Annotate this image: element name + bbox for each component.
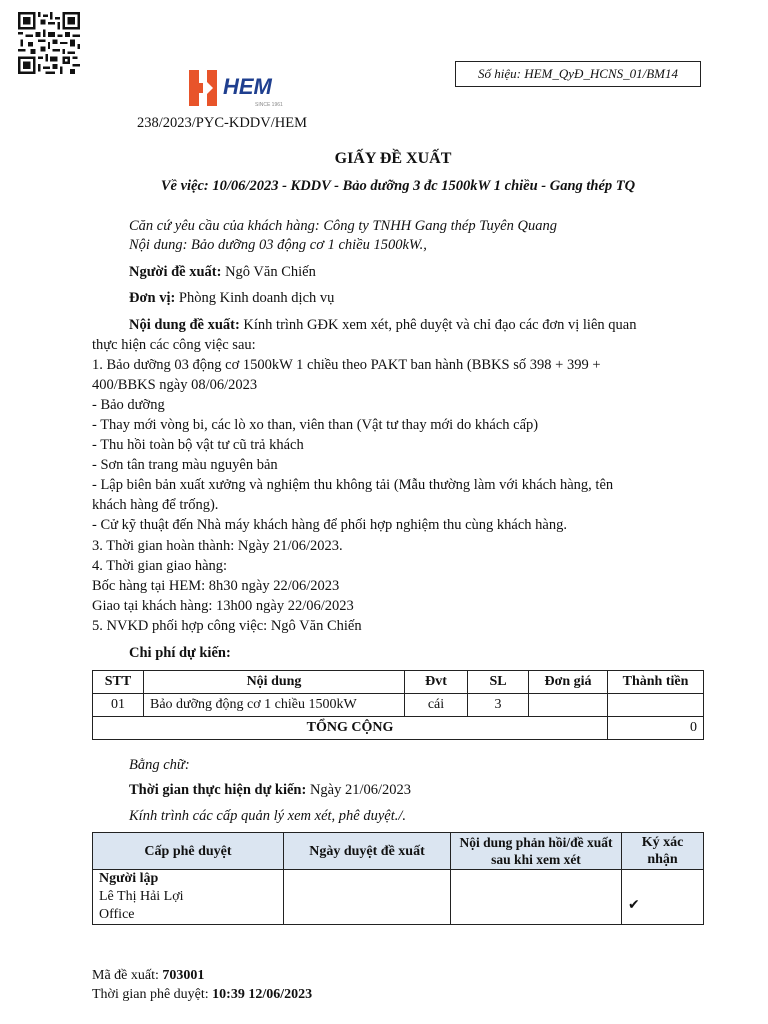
schedule-value: Ngày 21/06/2023 <box>309 782 412 798</box>
schedule-row <box>129 780 411 800</box>
document-code-box: Số hiệu: HEM_QyĐ_HCNS_01/BM14 <box>455 61 701 87</box>
approver-dept: Office <box>99 907 135 922</box>
document-title: GIẤY ĐỀ XUẤT <box>334 150 452 167</box>
reference-number: 238/2023/PYC-KDDV/HEM <box>137 115 307 131</box>
in-words-label: Bằng chữ: <box>129 757 190 773</box>
content-intro: Kính trình GĐK xem xét, phê duyệt và chỉ đạo các đơn vị liên quan <box>243 317 637 333</box>
footer-time-row <box>92 985 312 1005</box>
cell-approver <box>93 870 284 925</box>
svg-text:SINCE 1961: SINCE 1961 <box>255 102 283 108</box>
cell-qty: 3 <box>468 694 529 717</box>
content-line: 3. Thời gian hoàn thành: Ngày 21/06/2023. <box>92 538 343 554</box>
content-line: Giao tại khách hàng: 13h00 ngày 22/06/2023 <box>92 598 354 614</box>
col-approval-level: Cấp phê duyệt <box>93 833 284 870</box>
footer-code-row <box>92 966 204 986</box>
company-logo <box>185 66 295 110</box>
approver-name: Lê Thị Hải Lợi <box>99 889 184 904</box>
col-approval-date: Ngày duyệt đề xuất <box>284 833 451 870</box>
col-amount: Thành tiền <box>608 671 704 694</box>
qr-code-icon <box>18 12 80 74</box>
col-price: Đơn giá <box>529 671 608 694</box>
footer-time-label: Thời gian phê duyệt: <box>92 987 209 1002</box>
content-line: 5. NVKD phối hợp công việc: Ngô Văn Chiến <box>92 618 362 634</box>
col-signature: Ký xác nhận <box>622 833 704 870</box>
schedule-label: Thời gian thực hiện dự kiến: <box>129 782 307 798</box>
cell-unit: cái <box>405 694 468 717</box>
footer-code-value: 703001 <box>162 968 205 983</box>
cell-content: Bảo dưỡng động cơ 1 chiều 1500kW <box>144 694 405 717</box>
content-line: khách hàng để trống). <box>92 497 219 513</box>
footer-code-label: Mã đề xuất: <box>92 968 159 983</box>
col-content: Nội dung <box>144 671 405 694</box>
content-line: Bốc hàng tại HEM: 8h30 ngày 22/06/2023 <box>92 578 340 594</box>
total-row <box>93 717 704 740</box>
col-stt: STT <box>93 671 144 694</box>
basis-content-line: Nội dung: Bảo dưỡng 03 động cơ 1 chiều 1500kW., <box>129 237 427 253</box>
cell-signature <box>622 870 704 925</box>
proposer-label: Người đề xuất: <box>129 264 222 280</box>
approval-table <box>92 832 704 925</box>
content-line: 400/BBKS ngày 08/06/2023 <box>92 377 258 393</box>
col-qty: SL <box>468 671 529 694</box>
unit-row <box>129 288 334 308</box>
content-line: - Cử kỹ thuật đến Nhà máy khách hàng để phối hợp nghiệm thu cùng khách hàng. <box>92 517 567 533</box>
content-line: - Lập biên bản xuất xưởng và nghiệm thu không tải (Mẫu thường làm với khách hàng, tên <box>92 477 614 493</box>
checkmark-icon: ✔ <box>628 896 640 913</box>
total-value: 0 <box>608 717 704 740</box>
cost-table <box>92 670 704 740</box>
table-row <box>93 694 704 717</box>
table-row <box>93 870 704 925</box>
col-unit: Đvt <box>405 671 468 694</box>
cell-stt: 01 <box>93 694 144 717</box>
cell-amount <box>608 694 704 717</box>
footer-time-value: 10:39 12/06/2023 <box>212 987 313 1002</box>
content-line: - Thu hồi toàn bộ vật tư cũ trả khách <box>92 437 304 453</box>
content-line: - Sơn tân trang màu nguyên bản <box>92 457 278 473</box>
document-subject: Về việc: 10/06/2023 - KDDV - Bảo dưỡng 3 đc 1500kW 1 chiều - Gang thép TQ <box>160 178 636 194</box>
content-line: thực hiện các công việc sau: <box>92 337 256 353</box>
content-line: - Bảo dưỡng <box>92 397 165 413</box>
approver-role: Người lập <box>99 871 159 886</box>
cost-header-row <box>93 671 704 694</box>
content-label: Nội dung đề xuất: <box>129 317 240 333</box>
cell-price <box>529 694 608 717</box>
cell-feedback <box>451 870 622 925</box>
basis-line: Căn cứ yêu cầu của khách hàng: Công ty TNHH Gang thép Tuyên Quang <box>129 218 557 234</box>
col-feedback: Nội dung phản hồi/đề xuất sau khi xem xét <box>451 833 622 870</box>
unit-label: Đơn vị: <box>129 290 176 306</box>
content-line: 1. Bảo dưỡng 03 động cơ 1500kW 1 chiều theo PAKT ban hành (BBKS số 398 + 399 + <box>92 357 601 373</box>
cost-heading: Chi phí dự kiến: <box>129 645 231 661</box>
proposer-value: Ngô Văn Chiến <box>225 264 316 280</box>
unit-value: Phòng Kinh doanh dịch vụ <box>178 290 335 306</box>
total-label: TỔNG CỘNG <box>93 717 608 740</box>
svg-text:HEM: HEM <box>223 74 272 99</box>
content-line: 4. Thời gian giao hàng: <box>92 558 228 574</box>
content-intro-row <box>129 315 636 335</box>
closing-line: Kính trình các cấp quản lý xem xét, phê duyệt./. <box>129 808 407 824</box>
cell-approval-date <box>284 870 451 925</box>
proposer-row <box>129 262 316 282</box>
content-line: - Thay mới vòng bi, các lò xo than, viên than (Vật tư thay mới do khách cấp) <box>92 417 539 433</box>
approval-header-row <box>93 833 704 870</box>
